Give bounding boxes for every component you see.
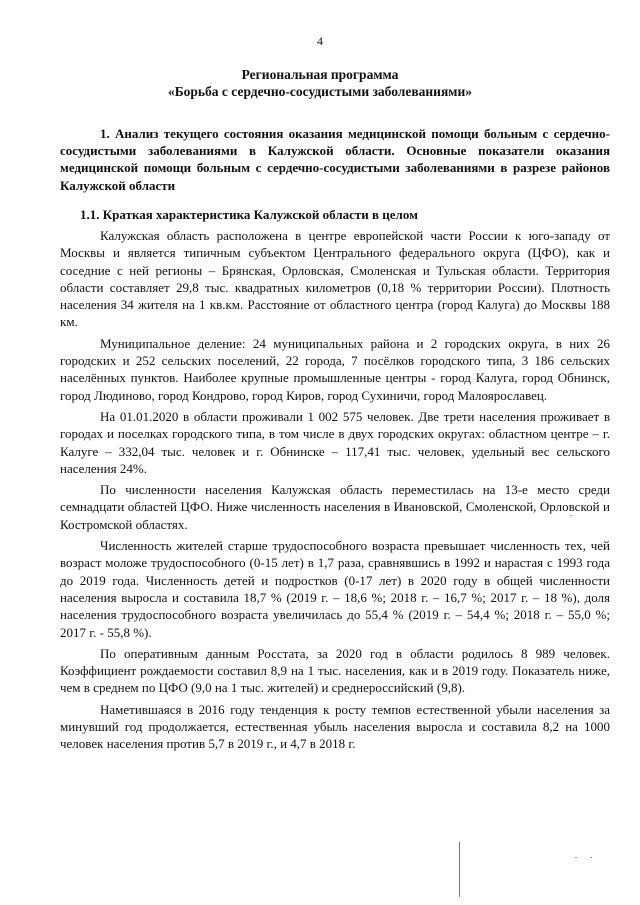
scan-speck bbox=[575, 857, 577, 858]
paragraph-age-structure: Численность жителей старше трудоспособного возраста превышает численность тех, чей возраст моложе трудоспособного (0-15 лет) в 1,7 раза, сравнявшись в 1992 и нарастая с 1993 года до 2019 года. Численность детей и подростков (0-17 лет) в 2020 году в общей численности населения выросла и составила 18,7 % (2019 г. – 18,6 %; 2018 г. – 16,7 %; 2017 г. – 18 %), доля населения трудоспособного возраста увеличилась до 55,4 % (2019 г. – 54,4 %; 2018 г. – 55,0 %; 2017 г. - 55,8 %). bbox=[60, 538, 610, 640]
paragraph-population: На 01.01.2020 в области проживали 1 002 575 человек. Две трети населения проживает в городах и поселках городского типа, в том числе в двух городских округах: областном центре – г. Калуге – 332,04 тыс. человек и г. Обнинске – 117,41 тыс. человек, удельный вес сельского населения 24%. bbox=[60, 408, 610, 476]
page-number: 4 bbox=[317, 34, 323, 48]
paragraph-municipal: Муниципальное деление: 24 муниципальных района и 2 городских округа, в них 26 городских и 252 сельских поселений, 22 города, 7 посёлков городского типа, 3 186 сельских населённых пунктов. Наиболее крупные промышленные центры - город Калуга, город Обнинск, город Людиново, город Кондрово, город Киров, город Сухиничи, город Малоярославец. bbox=[60, 335, 610, 403]
paragraph-ranking: По численности населения Калужская область переместилась на 13-е место среди семнадцати областей ЦФО. Ниже численность населения в Ивановской, Смоленской, Орловской и Костромской областях. bbox=[60, 482, 610, 532]
section-1-heading: 1. Анализ текущего состояния оказания медицинской помощи больным с сердечно-сосудистыми заболеваниями в Калужской области. Основные показатели оказания медицинской помощи больным с сердечно-сосудистыми заболеваниями в разрезе районов Калужской области bbox=[60, 126, 610, 193]
title-line-1: Региональная программа bbox=[241, 67, 399, 82]
title-line-2: «Борьба с сердечно-сосудистыми заболеваниями» bbox=[167, 84, 472, 99]
document-title bbox=[60, 66, 580, 100]
scan-speck bbox=[570, 515, 572, 516]
section-1-1-heading: 1.1. Краткая характеристика Калужской области в целом bbox=[80, 207, 418, 222]
scan-margin-line bbox=[459, 842, 460, 897]
paragraph-location: Калужская область расположена в центре европейской части России к юго-западу от Москвы и является типичным субъектом Центрального федерального округа (ЦФО), как и соседние с ней регионы – Брянская, Орловская, Смоленская и Тульская области. Территория области составляет 29,8 тыс. квадратных километров (0,18 % территории России). Плотность населения 34 жителя на 1 кв.км. Расстояние от областного центра (город Калуга) до Москвы 188 км. bbox=[60, 228, 610, 330]
paragraph-birth-rate: По оперативным данным Росстата, за 2020 год в области родилось 8 989 человек. Коэффициент рождаемости составил 8,9 на 1 тыс. населения, как и в 2019 году. Показатель ниже, чем в среднем по ЦФО (9,0 на 1 тыс. жителей) и среднероссийский (9,8). bbox=[60, 645, 610, 696]
scan-speck bbox=[590, 857, 592, 858]
body-text bbox=[60, 227, 610, 757]
paragraph-natural-decline: Наметившаяся в 2016 году тенденция к росту темпов естественной убыли населения за минувший год продолжается, естественная убыль населения выросла и составила 8,2 на 1000 человек населения против 5,7 в 2019 г., и 4,7 в 2018 г. bbox=[60, 701, 610, 752]
